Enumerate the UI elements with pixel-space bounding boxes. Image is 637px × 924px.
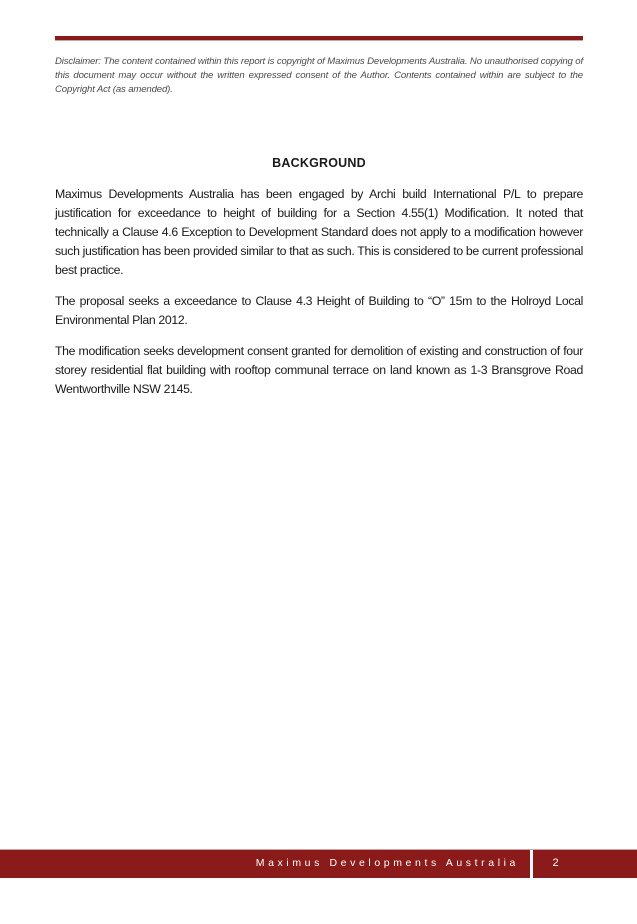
paragraph: The modification seeks development consent granted for demolition of existing and construction of four storey residential flat building with rooftop communal terrace on land known as 1-3 Bransgrove Road Wentworthville NSW 2145.: [55, 344, 583, 396]
paragraph: Maximus Developments Australia has been engaged by Archi build International P/L to prepare justification for exceedance to height of building for a Section 4.55(1) Modification. It noted that technically a Clause 4.6 Exception to Development Standard does not apply to a modification however such justification has been provided similar to that as such. This is considered to be current professional best practice.: [55, 187, 583, 277]
paragraph: The proposal seeks a exceedance to Clause 4.3 Height of Building to “O” 15m to the Holroyd Local Environmental Plan 2012.: [55, 294, 583, 327]
footer-bar: [0, 849, 637, 878]
header-rule: [55, 36, 583, 40]
disclaimer-text: Disclaimer: The content contained within this report is copyright of Maximus Developments Australia. No unauthorised copying of this document may occur without the written expressed consent of the Author. Contents contained within are subject to the Copyright Act (as amended).: [55, 56, 583, 95]
section-heading: BACKGROUND: [272, 156, 366, 170]
body-content: [55, 185, 583, 411]
page-number: 2: [552, 857, 559, 869]
footer-company-name: Maximus Developments Australia: [255, 857, 519, 869]
